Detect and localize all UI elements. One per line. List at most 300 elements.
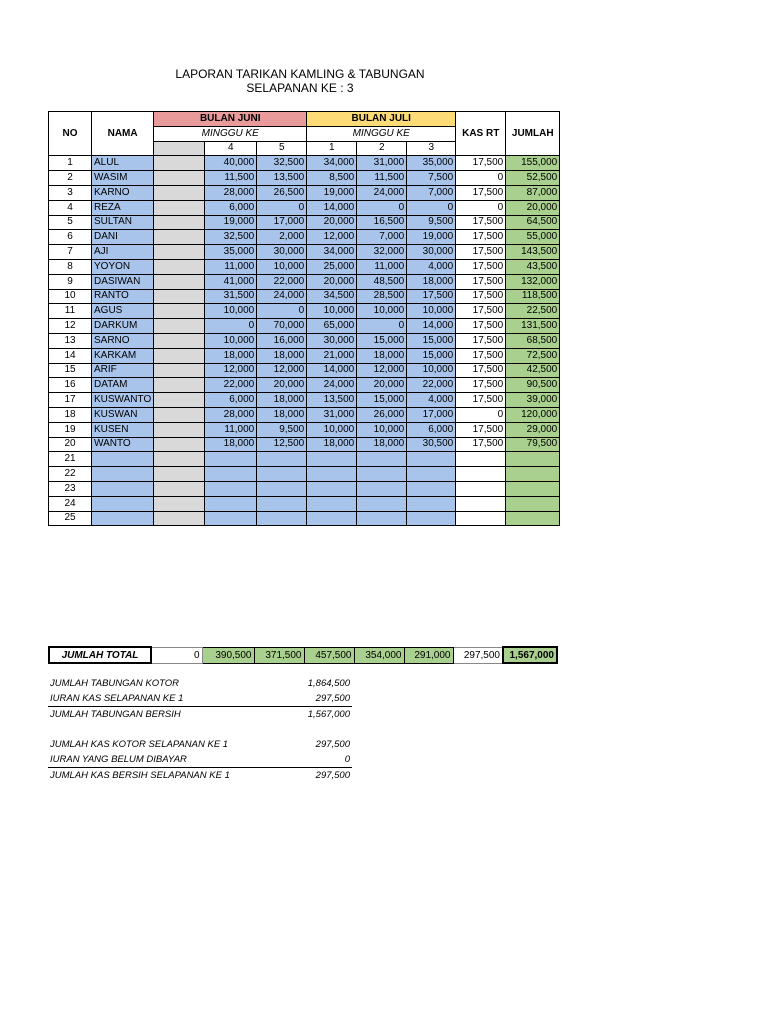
table-body	[49, 156, 560, 526]
row-week-value: 12,500	[257, 437, 307, 452]
row-week-value: 10,000	[357, 422, 407, 437]
row-week-value: 0	[205, 319, 257, 334]
row-kas-rt: 17,500	[456, 259, 506, 274]
row-week-value: 4,000	[407, 259, 456, 274]
row-jumlah: 143,500	[506, 245, 560, 260]
row-week-value	[357, 481, 407, 496]
savings-summary	[48, 676, 352, 722]
table-row	[49, 274, 560, 289]
row-kas-rt: 17,500	[456, 304, 506, 319]
row-nama: KUSEN	[92, 422, 154, 437]
row-no: 25	[49, 511, 92, 526]
row-week-value: 9,500	[257, 422, 307, 437]
table-row	[49, 481, 560, 496]
row-week-value	[154, 378, 205, 393]
total-cell: 457,500	[304, 647, 354, 663]
header-jumlah: JUMLAH	[506, 112, 560, 156]
total-label: JUMLAH TOTAL	[49, 647, 151, 663]
row-week-value: 0	[407, 200, 456, 215]
row-week-value: 26,000	[357, 407, 407, 422]
row-week-value: 10,000	[357, 304, 407, 319]
row-jumlah: 43,500	[506, 259, 560, 274]
row-week-value: 30,500	[407, 437, 456, 452]
summary-value: 297,500	[315, 770, 350, 781]
row-week-value	[154, 407, 205, 422]
row-week-value	[257, 511, 307, 526]
row-week-value: 24,000	[307, 378, 357, 393]
row-week-value: 6,000	[205, 393, 257, 408]
summary-label: IURAN KAS SELAPANAN KE 1	[50, 693, 184, 704]
row-week-value	[257, 481, 307, 496]
header-week: 1	[307, 141, 357, 156]
row-week-value: 40,000	[205, 156, 257, 171]
table-row	[49, 378, 560, 393]
row-week-value: 28,000	[205, 407, 257, 422]
summary-value: 0	[344, 754, 350, 765]
row-nama	[92, 481, 154, 496]
row-week-value: 48,500	[357, 274, 407, 289]
row-jumlah	[506, 511, 560, 526]
row-nama: ARIF	[92, 363, 154, 378]
total-cell: 0	[151, 647, 202, 663]
header-bulan-juni: BULAN JUNI	[154, 112, 307, 127]
row-week-value: 7,500	[407, 171, 456, 186]
row-nama: DANI	[92, 230, 154, 245]
row-jumlah: 120,000	[506, 407, 560, 422]
summary-label: JUMLAH TABUNGAN BERSIH	[50, 709, 181, 720]
row-week-value	[407, 481, 456, 496]
row-nama: WASIM	[92, 171, 154, 186]
row-week-value: 18,000	[307, 437, 357, 452]
row-week-value: 10,000	[205, 304, 257, 319]
row-week-value	[407, 496, 456, 511]
summary-label: IURAN YANG BELUM DIBAYAR	[50, 754, 187, 765]
row-no: 15	[49, 363, 92, 378]
row-week-value: 41,000	[205, 274, 257, 289]
table-row	[49, 496, 560, 511]
row-nama: KARNO	[92, 185, 154, 200]
row-week-value: 14,000	[307, 200, 357, 215]
row-no: 9	[49, 274, 92, 289]
summary-row	[48, 676, 352, 691]
row-week-value: 15,000	[407, 333, 456, 348]
row-no: 20	[49, 437, 92, 452]
table-row	[49, 156, 560, 171]
row-nama	[92, 467, 154, 482]
row-week-value: 32,500	[257, 156, 307, 171]
row-week-value: 11,000	[205, 422, 257, 437]
row-week-value	[154, 393, 205, 408]
row-no: 1	[49, 156, 92, 171]
row-nama	[92, 452, 154, 467]
row-week-value: 8,500	[307, 171, 357, 186]
row-week-value: 20,000	[307, 274, 357, 289]
row-week-value	[154, 333, 205, 348]
row-week-value: 15,000	[357, 333, 407, 348]
row-week-value: 10,000	[205, 333, 257, 348]
row-nama: YOYON	[92, 259, 154, 274]
row-week-value	[154, 171, 205, 186]
header-week	[154, 141, 205, 156]
total-jumlah: 1,567,000	[503, 647, 557, 663]
row-jumlah: 118,500	[506, 289, 560, 304]
row-week-value: 12,000	[307, 230, 357, 245]
row-week-value: 24,000	[357, 185, 407, 200]
row-no: 7	[49, 245, 92, 260]
row-week-value: 0	[257, 304, 307, 319]
header-kas-rt: KAS RT	[456, 112, 506, 156]
row-week-value: 7,000	[407, 185, 456, 200]
row-week-value: 18,000	[257, 348, 307, 363]
total-cell: 390,500	[202, 647, 254, 663]
row-week-value: 34,500	[307, 289, 357, 304]
row-no: 8	[49, 259, 92, 274]
row-week-value: 19,000	[205, 215, 257, 230]
row-week-value	[307, 511, 357, 526]
row-week-value	[154, 511, 205, 526]
header-week: 2	[357, 141, 407, 156]
row-week-value: 12,000	[257, 363, 307, 378]
row-week-value: 17,000	[257, 215, 307, 230]
row-week-value: 10,000	[407, 304, 456, 319]
row-week-value	[407, 467, 456, 482]
table-row	[49, 422, 560, 437]
row-jumlah: 131,500	[506, 319, 560, 334]
row-kas-rt	[456, 452, 506, 467]
table-row	[49, 304, 560, 319]
row-kas-rt: 17,500	[456, 393, 506, 408]
summary-value: 1,864,500	[307, 678, 350, 689]
row-week-value	[154, 259, 205, 274]
row-week-value: 0	[357, 319, 407, 334]
row-week-value	[154, 274, 205, 289]
row-week-value: 13,500	[257, 171, 307, 186]
row-no: 10	[49, 289, 92, 304]
row-week-value	[154, 437, 205, 452]
row-week-value: 13,500	[307, 393, 357, 408]
row-week-value	[154, 304, 205, 319]
row-no: 24	[49, 496, 92, 511]
row-week-value: 30,000	[407, 245, 456, 260]
row-week-value	[154, 452, 205, 467]
row-week-value	[154, 422, 205, 437]
row-week-value: 32,500	[205, 230, 257, 245]
table-row	[49, 393, 560, 408]
summary-row	[48, 752, 352, 768]
row-jumlah: 29,000	[506, 422, 560, 437]
row-week-value: 2,000	[257, 230, 307, 245]
header-week: 3	[407, 141, 456, 156]
row-week-value	[205, 481, 257, 496]
row-jumlah: 64,500	[506, 215, 560, 230]
row-jumlah: 72,500	[506, 348, 560, 363]
row-week-value: 35,000	[407, 156, 456, 171]
row-kas-rt	[456, 481, 506, 496]
header-nama: NAMA	[92, 112, 154, 156]
summary-label: JUMLAH TABUNGAN KOTOR	[50, 678, 179, 689]
row-week-value	[307, 496, 357, 511]
row-week-value: 22,000	[407, 378, 456, 393]
row-week-value: 4,000	[407, 393, 456, 408]
summary-row	[48, 691, 352, 707]
row-week-value: 26,500	[257, 185, 307, 200]
row-kas-rt: 17,500	[456, 319, 506, 334]
table-row	[49, 230, 560, 245]
row-week-value: 17,000	[407, 407, 456, 422]
row-week-value: 21,000	[307, 348, 357, 363]
row-week-value: 34,000	[307, 156, 357, 171]
row-nama: DATAM	[92, 378, 154, 393]
row-kas-rt: 17,500	[456, 156, 506, 171]
report-title: LAPORAN TARIKAN KAMLING & TABUNGAN	[175, 67, 425, 81]
header-week: 5	[257, 141, 307, 156]
row-no: 4	[49, 200, 92, 215]
row-week-value: 0	[357, 200, 407, 215]
table-row	[49, 363, 560, 378]
table-row	[49, 245, 560, 260]
row-no: 11	[49, 304, 92, 319]
row-jumlah: 20,000	[506, 200, 560, 215]
row-kas-rt	[456, 511, 506, 526]
row-week-value: 20,000	[357, 378, 407, 393]
table-row	[49, 171, 560, 186]
row-nama: SARNO	[92, 333, 154, 348]
header-week: 4	[205, 141, 257, 156]
row-no: 13	[49, 333, 92, 348]
row-week-value: 11,000	[205, 259, 257, 274]
row-week-value	[357, 496, 407, 511]
row-nama: AJI	[92, 245, 154, 260]
row-jumlah: 155,000	[506, 156, 560, 171]
row-week-value: 10,000	[257, 259, 307, 274]
row-no: 17	[49, 393, 92, 408]
row-week-value: 30,000	[307, 333, 357, 348]
row-week-value: 11,500	[205, 171, 257, 186]
row-kas-rt	[456, 467, 506, 482]
total-cell: 354,000	[354, 647, 404, 663]
table-row	[49, 452, 560, 467]
row-week-value: 32,000	[357, 245, 407, 260]
row-week-value: 17,500	[407, 289, 456, 304]
row-week-value	[154, 319, 205, 334]
row-no: 12	[49, 319, 92, 334]
table-row	[49, 215, 560, 230]
total-cell: 371,500	[254, 647, 304, 663]
row-week-value: 18,000	[257, 393, 307, 408]
row-kas-rt: 17,500	[456, 333, 506, 348]
row-kas-rt: 0	[456, 407, 506, 422]
row-week-value: 22,000	[257, 274, 307, 289]
row-nama: DASIWAN	[92, 274, 154, 289]
report-subtitle: SELAPANAN KE : 3	[246, 81, 354, 95]
row-week-value: 30,000	[257, 245, 307, 260]
row-week-value: 31,000	[307, 407, 357, 422]
row-nama: AGUS	[92, 304, 154, 319]
row-week-value: 15,000	[407, 348, 456, 363]
summary-value: 297,500	[315, 739, 350, 750]
row-jumlah: 87,000	[506, 185, 560, 200]
table-row	[49, 348, 560, 363]
row-nama: RANTO	[92, 289, 154, 304]
row-week-value	[154, 200, 205, 215]
row-week-value	[205, 511, 257, 526]
table-row	[49, 200, 560, 215]
row-week-value	[205, 496, 257, 511]
row-kas-rt: 17,500	[456, 378, 506, 393]
row-week-value: 28,500	[357, 289, 407, 304]
row-week-value: 12,000	[357, 363, 407, 378]
row-no: 23	[49, 481, 92, 496]
row-kas-rt: 17,500	[456, 437, 506, 452]
row-week-value: 24,000	[257, 289, 307, 304]
row-kas-rt: 17,500	[456, 215, 506, 230]
row-no: 2	[49, 171, 92, 186]
row-nama: SULTAN	[92, 215, 154, 230]
row-week-value	[154, 156, 205, 171]
total-cell: 291,000	[404, 647, 453, 663]
row-jumlah	[506, 452, 560, 467]
row-no: 22	[49, 467, 92, 482]
row-no: 6	[49, 230, 92, 245]
row-nama: ALUL	[92, 156, 154, 171]
row-jumlah	[506, 481, 560, 496]
row-jumlah: 52,500	[506, 171, 560, 186]
header-no: NO	[49, 112, 92, 156]
row-week-value: 0	[257, 200, 307, 215]
row-nama	[92, 511, 154, 526]
row-week-value: 18,000	[357, 437, 407, 452]
row-no: 21	[49, 452, 92, 467]
row-week-value: 31,500	[205, 289, 257, 304]
row-week-value: 10,000	[307, 304, 357, 319]
row-no: 18	[49, 407, 92, 422]
summary-value: 1,567,000	[307, 709, 350, 720]
row-nama: DARKUM	[92, 319, 154, 334]
row-week-value	[257, 496, 307, 511]
row-jumlah: 22,500	[506, 304, 560, 319]
row-week-value	[154, 185, 205, 200]
row-week-value	[357, 467, 407, 482]
row-no: 14	[49, 348, 92, 363]
row-kas-rt: 17,500	[456, 348, 506, 363]
row-week-value	[154, 467, 205, 482]
row-week-value: 12,000	[205, 363, 257, 378]
row-jumlah: 39,000	[506, 393, 560, 408]
row-week-value: 11,000	[357, 259, 407, 274]
row-week-value	[154, 348, 205, 363]
summary-label: JUMLAH KAS BERSIH SELAPANAN KE 1	[50, 770, 230, 781]
row-week-value: 16,000	[257, 333, 307, 348]
row-kas-rt: 0	[456, 200, 506, 215]
row-kas-rt: 17,500	[456, 230, 506, 245]
row-week-value: 10,000	[407, 363, 456, 378]
table-row	[49, 467, 560, 482]
row-week-value	[205, 452, 257, 467]
table-row	[49, 289, 560, 304]
row-week-value: 18,000	[407, 274, 456, 289]
row-week-value	[257, 467, 307, 482]
row-week-value: 20,000	[257, 378, 307, 393]
row-week-value: 31,000	[357, 156, 407, 171]
row-week-value: 22,000	[205, 378, 257, 393]
row-week-value: 6,000	[205, 200, 257, 215]
row-nama: REZA	[92, 200, 154, 215]
row-kas-rt: 0	[456, 171, 506, 186]
row-jumlah	[506, 496, 560, 511]
row-kas-rt: 17,500	[456, 245, 506, 260]
row-week-value: 9,500	[407, 215, 456, 230]
row-week-value	[154, 289, 205, 304]
table-row	[49, 319, 560, 334]
row-week-value: 70,000	[257, 319, 307, 334]
row-week-value: 19,000	[307, 185, 357, 200]
row-week-value	[357, 452, 407, 467]
row-week-value: 34,000	[307, 245, 357, 260]
summary-value: 297,500	[315, 693, 350, 704]
row-no: 16	[49, 378, 92, 393]
row-week-value	[154, 496, 205, 511]
row-week-value: 6,000	[407, 422, 456, 437]
row-week-value	[205, 467, 257, 482]
row-no: 19	[49, 422, 92, 437]
table-row	[49, 407, 560, 422]
row-week-value	[407, 511, 456, 526]
header-minggu-ke-juni: MINGGU KE	[154, 126, 307, 141]
row-week-value	[154, 481, 205, 496]
row-kas-rt: 17,500	[456, 274, 506, 289]
row-jumlah: 42,500	[506, 363, 560, 378]
row-week-value: 16,500	[357, 215, 407, 230]
table-row	[49, 185, 560, 200]
row-nama: KARKAM	[92, 348, 154, 363]
row-week-value: 65,000	[307, 319, 357, 334]
row-week-value	[154, 363, 205, 378]
summary-row	[48, 737, 352, 752]
summary-row	[48, 707, 352, 722]
row-week-value: 14,000	[407, 319, 456, 334]
row-week-value: 18,000	[257, 407, 307, 422]
row-week-value: 18,000	[357, 348, 407, 363]
row-week-value	[154, 245, 205, 260]
row-no: 3	[49, 185, 92, 200]
table-row	[49, 333, 560, 348]
row-week-value	[154, 230, 205, 245]
row-week-value	[307, 452, 357, 467]
row-week-value: 18,000	[205, 437, 257, 452]
row-jumlah: 132,000	[506, 274, 560, 289]
row-week-value: 15,000	[357, 393, 407, 408]
row-week-value: 7,000	[357, 230, 407, 245]
row-kas-rt	[456, 496, 506, 511]
row-week-value	[154, 215, 205, 230]
row-jumlah	[506, 467, 560, 482]
row-week-value: 35,000	[205, 245, 257, 260]
header-bulan-juli: BULAN JULI	[307, 112, 456, 127]
row-week-value	[307, 481, 357, 496]
table-row	[49, 259, 560, 274]
row-jumlah: 68,500	[506, 333, 560, 348]
row-week-value: 10,000	[307, 422, 357, 437]
kas-summary	[48, 737, 352, 783]
row-kas-rt: 17,500	[456, 422, 506, 437]
row-kas-rt: 17,500	[456, 363, 506, 378]
row-kas-rt: 17,500	[456, 185, 506, 200]
summary-label: JUMLAH KAS KOTOR SELAPANAN KE 1	[50, 739, 229, 750]
row-week-value: 18,000	[205, 348, 257, 363]
row-week-value	[407, 452, 456, 467]
row-jumlah: 55,000	[506, 230, 560, 245]
row-nama: KUSWANTO	[92, 393, 154, 408]
